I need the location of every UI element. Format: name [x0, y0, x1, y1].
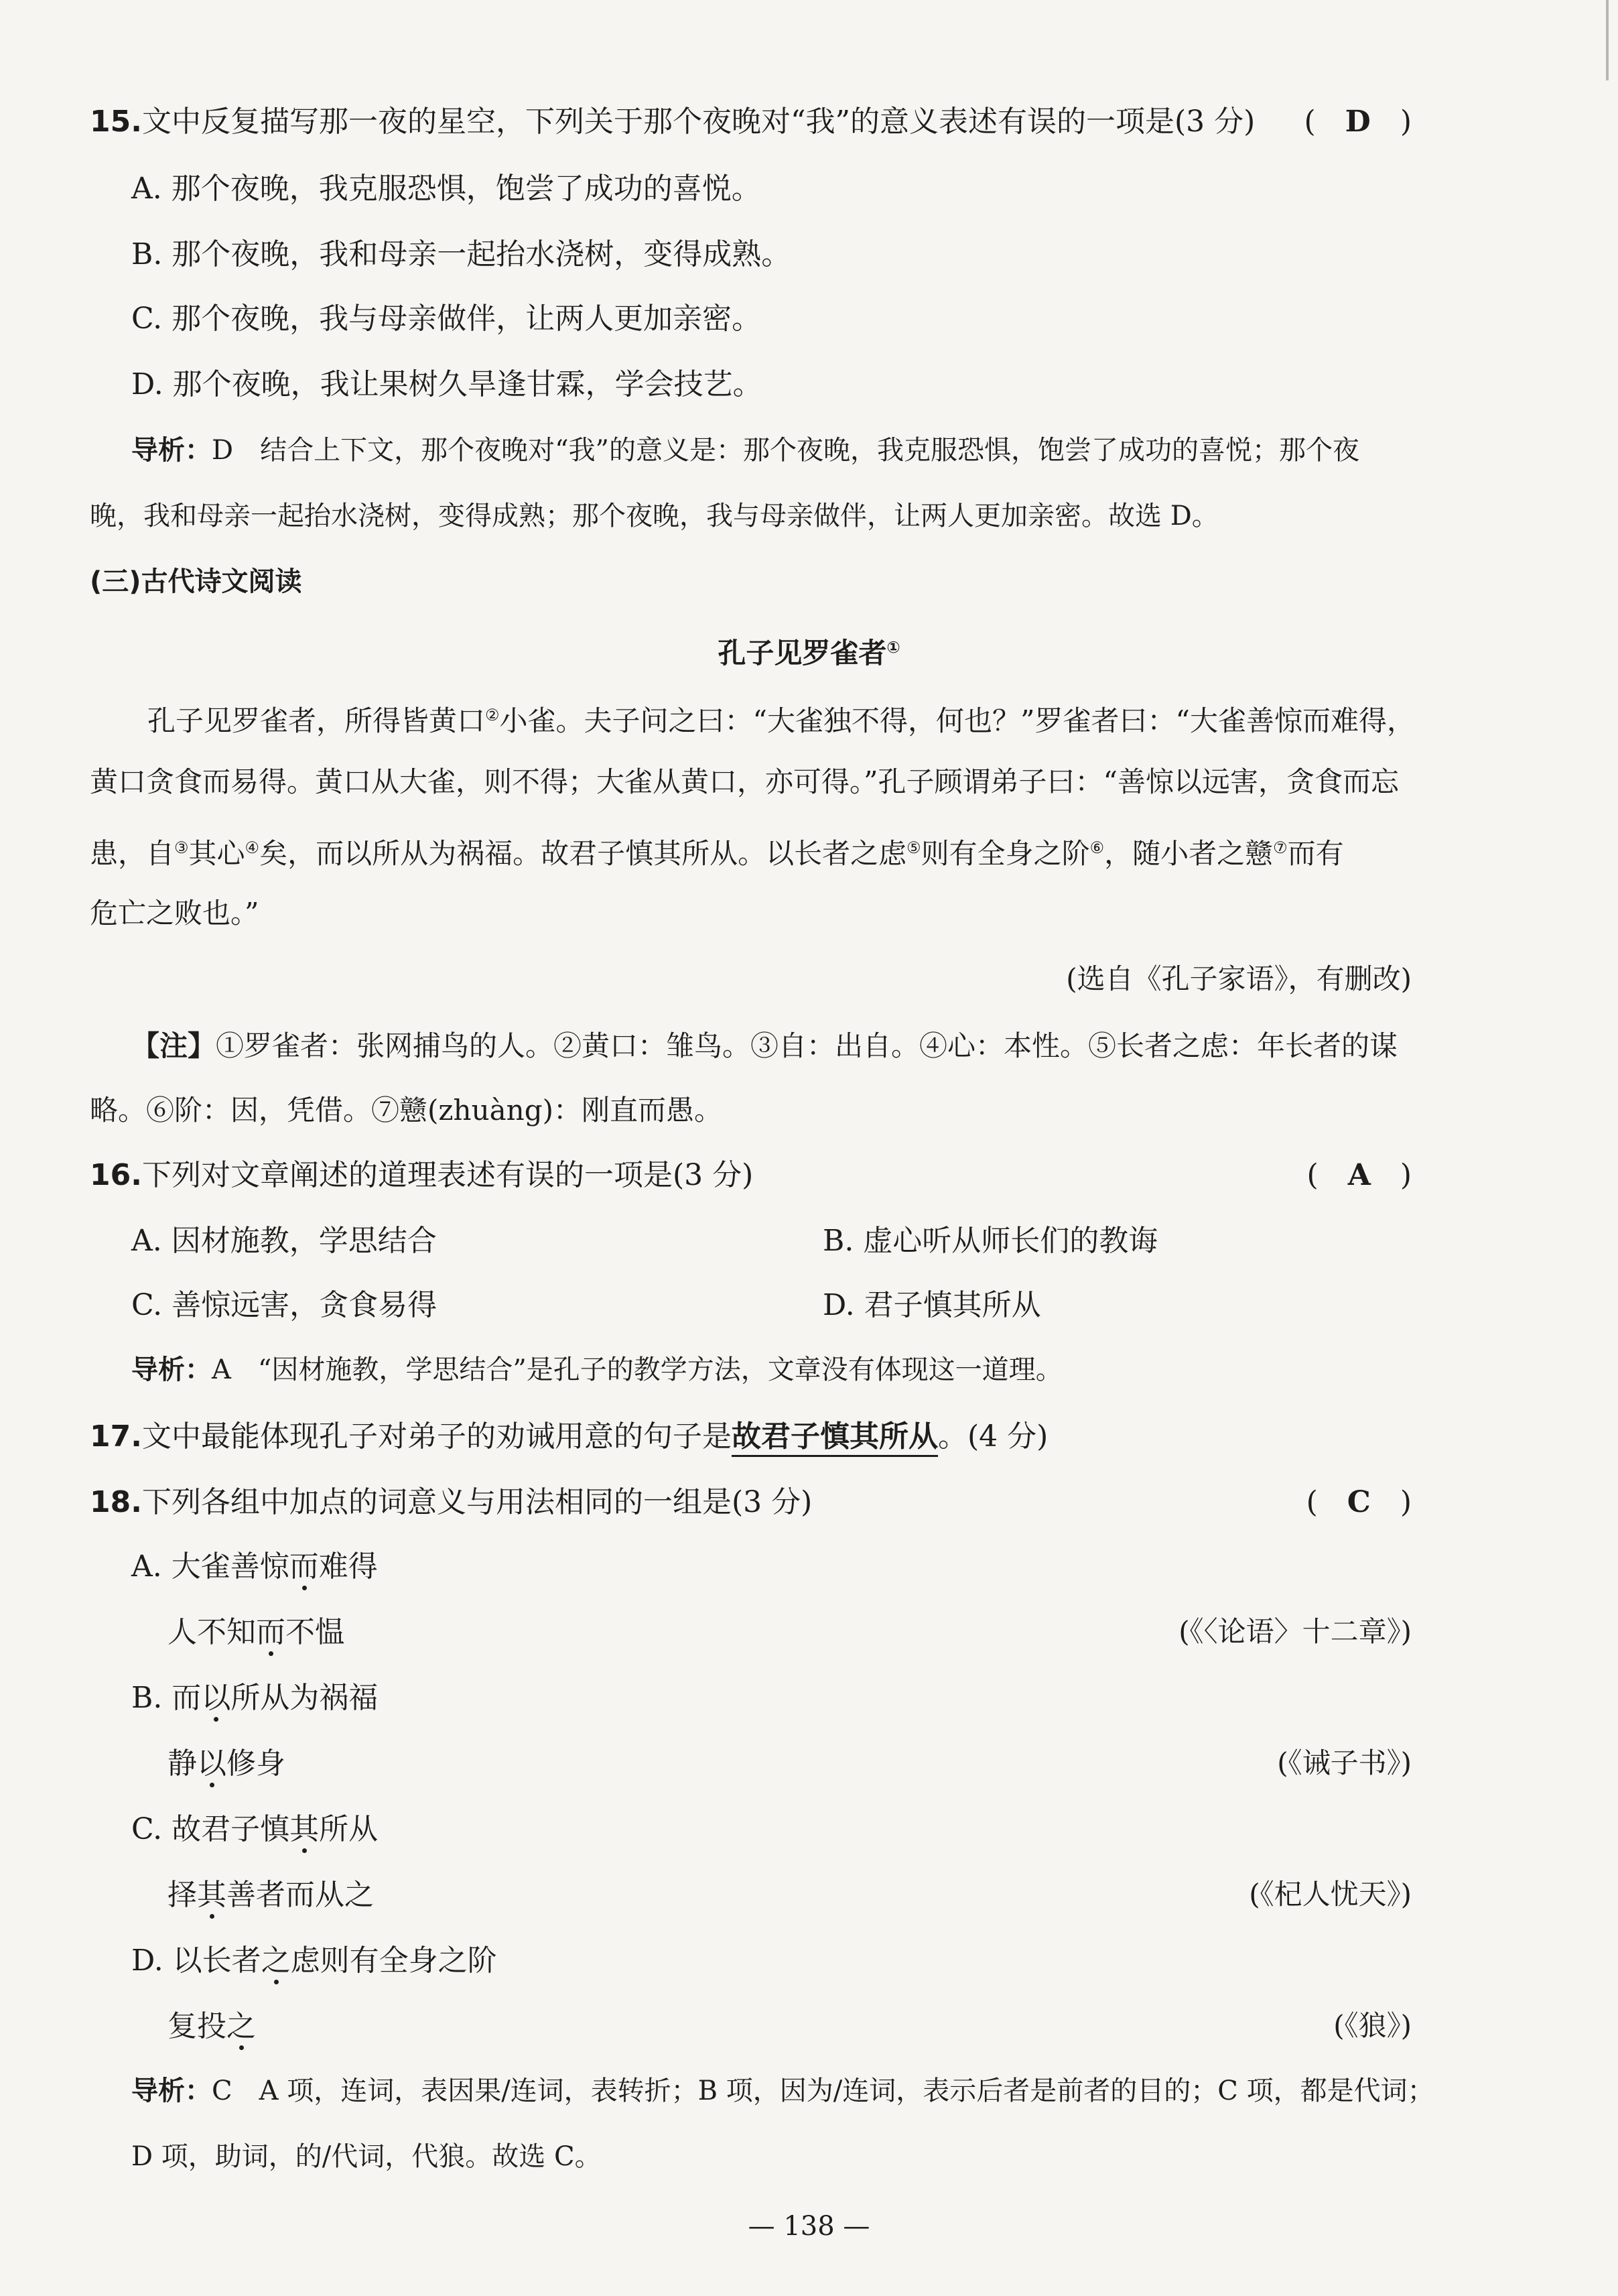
q18-explain-label: 导析：: [131, 2076, 212, 2106]
q15-answer: ( D ): [1304, 105, 1412, 139]
dotted-word: 以: [197, 1746, 226, 1781]
page-edge-line: [1606, 0, 1609, 80]
dotted-word: 而: [289, 1549, 319, 1584]
q18-option-d-line1: D. 以长者之虑则有全身之阶: [131, 1943, 497, 1978]
q15-stem: [90, 103, 1255, 141]
q18-answer-letter: C: [1347, 1485, 1371, 1519]
q16-stem: [90, 1157, 753, 1194]
q16-explain: 导析：A “因材施教，学思结合”是孔子的教学方法，文章没有体现这一道理。: [131, 1354, 1063, 1385]
q18-option-c-line2: 择其善者而从之: [167, 1878, 374, 1912]
passage-note-line2: 略。⑥阶：因，凭借。⑦戆(zhuàng)：刚直而愚。: [90, 1094, 722, 1127]
q16-option-d: D. 君子慎其所从: [823, 1288, 1041, 1322]
q18-option-b-line2: 静以修身: [167, 1746, 285, 1781]
q16-explain-label: 导析：: [131, 1354, 212, 1385]
q15-number: 15.: [90, 105, 142, 139]
q16-option-a: A. 因材施教，学思结合: [131, 1224, 437, 1258]
q18-option-c-line1: C. 故君子慎其所从: [131, 1812, 379, 1846]
q15-option-c: C. 那个夜晚，我与母亲做伴，让两人更加亲密。: [131, 302, 762, 336]
section-heading: (三)古代诗文阅读: [90, 566, 302, 597]
q15-option-b: B. 那个夜晚，我和母亲一起抬水浇树，变得成熟。: [131, 237, 791, 271]
q15-explain-label: 导析：: [131, 435, 212, 466]
passage-source: (选自《孔子家语》，有删改): [1066, 962, 1412, 995]
q15-explain-line1: 导析：D 结合上下文，那个夜晚对“我”的意义是：那个夜晚，我克服恐惧，饱尝了成功的喜悦；那个夜: [131, 435, 1359, 466]
note-label: 【注】: [131, 1029, 216, 1062]
q16-option-c: C. 善惊远害，贪食易得: [131, 1288, 437, 1322]
q16-text: 下列对文章阐述的道理表述有误的一项是(3 分): [141, 1158, 754, 1192]
q16-option-b: B. 虚心听从师长们的教诲: [823, 1224, 1158, 1258]
dotted-word: 其: [289, 1812, 320, 1846]
q18-number: 18.: [90, 1485, 142, 1519]
q18-explain-line2: D 项，助词，的/代词，代狼。故选 C。: [131, 2141, 602, 2172]
passage-title: 孔子见罗雀者①: [718, 637, 900, 669]
dotted-word: 以: [201, 1681, 231, 1715]
q15-text: 文中反复描写那一夜的星空，下列关于那个夜晚对“我”的意义表述有误的一项是(3 分): [141, 105, 1256, 139]
q15-option-a: A. 那个夜晚，我克服恐惧，饱尝了成功的喜悦。: [131, 172, 761, 206]
passage-line-2: 黄口贪食而易得。黄口从大雀，则不得；大雀从黄口，亦可得。”孔子顾谓弟子曰：“善惊以远害，贪食而忘: [90, 765, 1399, 798]
q18-option-b-line1: B. 而以所从为祸福: [131, 1681, 379, 1715]
q18-explain-line1: 导析：C A 项，连词，表因果/连词，表转折；B 项，因为/连词，表示后者是前者的目的；C 项，都是代词；: [131, 2076, 1434, 2106]
q17-number: 17.: [90, 1419, 142, 1454]
dotted-word: 之: [261, 1943, 291, 1978]
q18-option-c-source: (《杞人忧天》): [1249, 1878, 1412, 1911]
q18-option-a-line2: 人不知而不愠: [167, 1615, 344, 1649]
passage-note-line1: 【注】①罗雀者：张网捕鸟的人。②黄口：雏鸟。③自：出自。④心：本性。⑤长者之虑：年长者的谋: [131, 1029, 1398, 1062]
passage-line-4: 危亡之败也。”: [90, 897, 259, 930]
q18-text: 下列各组中加点的词意义与用法相同的一组是(3 分): [141, 1485, 813, 1519]
dotted-word: 其: [197, 1878, 226, 1912]
q16-number: 16.: [90, 1158, 142, 1192]
q15-option-d: D. 那个夜晚，我让果树久旱逢甘霖，学会技艺。: [131, 367, 762, 401]
page-number: — 138 —: [748, 2211, 870, 2242]
q18-option-a-line1: A. 大雀善惊而难得: [131, 1549, 378, 1584]
q18-option-a-source: (《〈论语〉十二章》): [1178, 1615, 1412, 1648]
q18-option-d-line2: 复投之: [167, 2009, 256, 2043]
passage-line-3: 患，自③其心④矣，而以所从为祸福。故君子慎其所从。以长者之虑⑤则有全身之阶⑥，随小者之戆⑦而有: [90, 837, 1344, 870]
q16-answer: ( A ): [1306, 1158, 1412, 1192]
dotted-word: 之: [226, 2009, 256, 2043]
q17-answer-text: 故君子慎其所从: [732, 1419, 938, 1457]
q17-stem: 17.文中最能体现孔子对弟子的劝诫用意的句子是故君子慎其所从。(4 分): [90, 1418, 1048, 1456]
dotted-word: 而: [256, 1615, 285, 1649]
q18-option-d-source: (《狼》): [1333, 2009, 1412, 2042]
q15-answer-letter: D: [1345, 105, 1371, 139]
q15-explain-line2: 晚，我和母亲一起抬水浇树，变得成熟；那个夜晚，我与母亲做伴，让两人更加亲密。故选 D。: [90, 501, 1219, 531]
q18-answer: ( C ): [1306, 1485, 1412, 1519]
q16-answer-letter: A: [1347, 1158, 1371, 1192]
passage-line-1: 孔子见罗雀者，所得皆黄口②小雀。夫子问之曰：“大雀独不得，何也？”罗雀者曰：“大雀善惊而难得，: [147, 704, 1415, 737]
q18-stem: [90, 1484, 812, 1521]
q18-option-b-source: (《诫子书》): [1277, 1746, 1412, 1779]
